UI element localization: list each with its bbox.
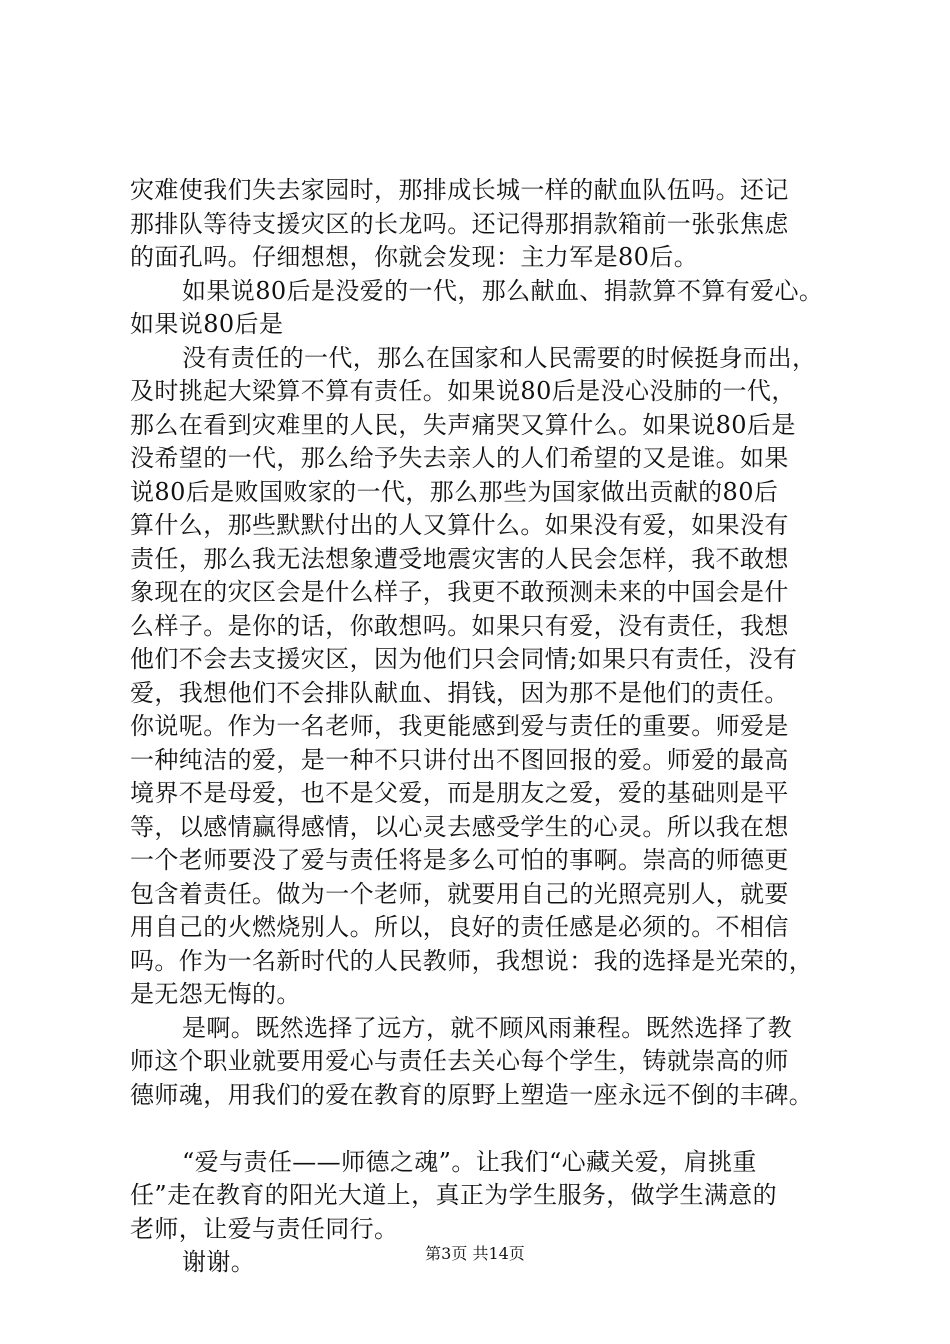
paragraph-start-line: 是啊。既然选择了远方，就不顾风雨兼程。既然选择了教 (182, 1013, 792, 1042)
text-line: 德师魂，用我们的爱在教育的原野上塑造一座永远不倒的丰碑。 (130, 1080, 814, 1109)
text-line: 用自己的火燃烧别人。所以，良好的责任感是必须的。不相信 (130, 913, 789, 941)
text-line: 你说呢。作为一名老师，我更能感到爱与责任的重要。师爱是 (130, 712, 789, 740)
text-line: 象现在的灾区会是什么样子，我更不敢预测未来的中国会是什 (130, 578, 789, 606)
text-line: 境界不是母爱，也不是父爱，而是朋友之爱，爱的基础则是平 (130, 779, 789, 807)
text-line: 老师，让爱与责任同行。 (130, 1214, 399, 1243)
document-body (130, 174, 845, 1280)
blank-line (130, 1112, 845, 1146)
text-line: 如果说80后是 (130, 310, 284, 338)
text-line: 吗。作为一名新时代的人民教师，我想说：我的选择是光荣的， (130, 946, 814, 975)
text-line: 那排队等待支援灾区的长龙吗。还记得那捐款箱前一张张焦虑 (130, 209, 789, 238)
paragraph-start-line: 如果说80后是没爱的一代，那么献血、捐款算不算有爱心。 (182, 276, 824, 305)
text-line: 责任，那么我无法想象遭受地震灾害的人民会怎样，我不敢想 (130, 544, 789, 573)
paragraph-start-line: 谢谢。 (182, 1248, 256, 1276)
text-line: 是无怨无悔的。 (130, 980, 301, 1008)
text-line: 爱，我想他们不会排队献血、捐钱，因为那不是他们的责任。 (130, 678, 789, 707)
text-line: 包含着责任。做为一个老师，就要用自己的光照亮别人，就要 (130, 879, 789, 908)
text-line: 灾难使我们失去家园时，那排成长城一样的献血队伍吗。还记 (130, 176, 789, 204)
text-line: 说80后是败国败家的一代，那么那些为国家做出贡献的80后 (130, 477, 779, 506)
paragraph-start-line: 没有责任的一代，那么在国家和人民需要的时候挺身而出， (182, 343, 817, 372)
paragraph-start-line: “爱与责任——师德之魂”。让我们“心藏关爱，肩挑重 (182, 1147, 757, 1176)
text-line: 算什么，那些默默付出的人又算什么。如果没有爱，如果没有 (130, 511, 789, 539)
text-line: 等，以感情赢得感情，以心灵去感受学生的心灵。所以我在想 (130, 812, 789, 841)
page-number-footer: 第3页 共14页 (425, 1244, 525, 1263)
text-line: 他们不会去支援灾区，因为他们只会同情;如果只有责任，没有 (130, 645, 798, 673)
text-line: 那么在看到灾难里的人民，失声痛哭又算什么。如果说80后是 (130, 410, 796, 439)
text-line: 及时挑起大梁算不算有责任。如果说80后是没心没肺的一代， (130, 377, 796, 405)
text-line: 一个老师要没了爱与责任将是多么可怕的事啊。崇高的师德更 (130, 846, 789, 874)
text-line: 没希望的一代，那么给予失去亲人的人们希望的又是谁。如果 (130, 444, 789, 472)
text-line: 任”走在教育的阳光大道上，真正为学生服务，做学生满意的 (130, 1181, 778, 1209)
text-line: 一种纯洁的爱，是一种不只讲付出不图回报的爱。师爱的最高 (130, 745, 789, 774)
text-line: 的面孔吗。仔细想想，你就会发现：主力军是80后。 (130, 243, 699, 271)
text-line: 么样子。是你的话，你敢想吗。如果只有爱，没有责任，我想 (130, 611, 789, 640)
text-line: 师这个职业就要用爱心与责任去关心每个学生，铸就崇高的师 (130, 1047, 789, 1075)
